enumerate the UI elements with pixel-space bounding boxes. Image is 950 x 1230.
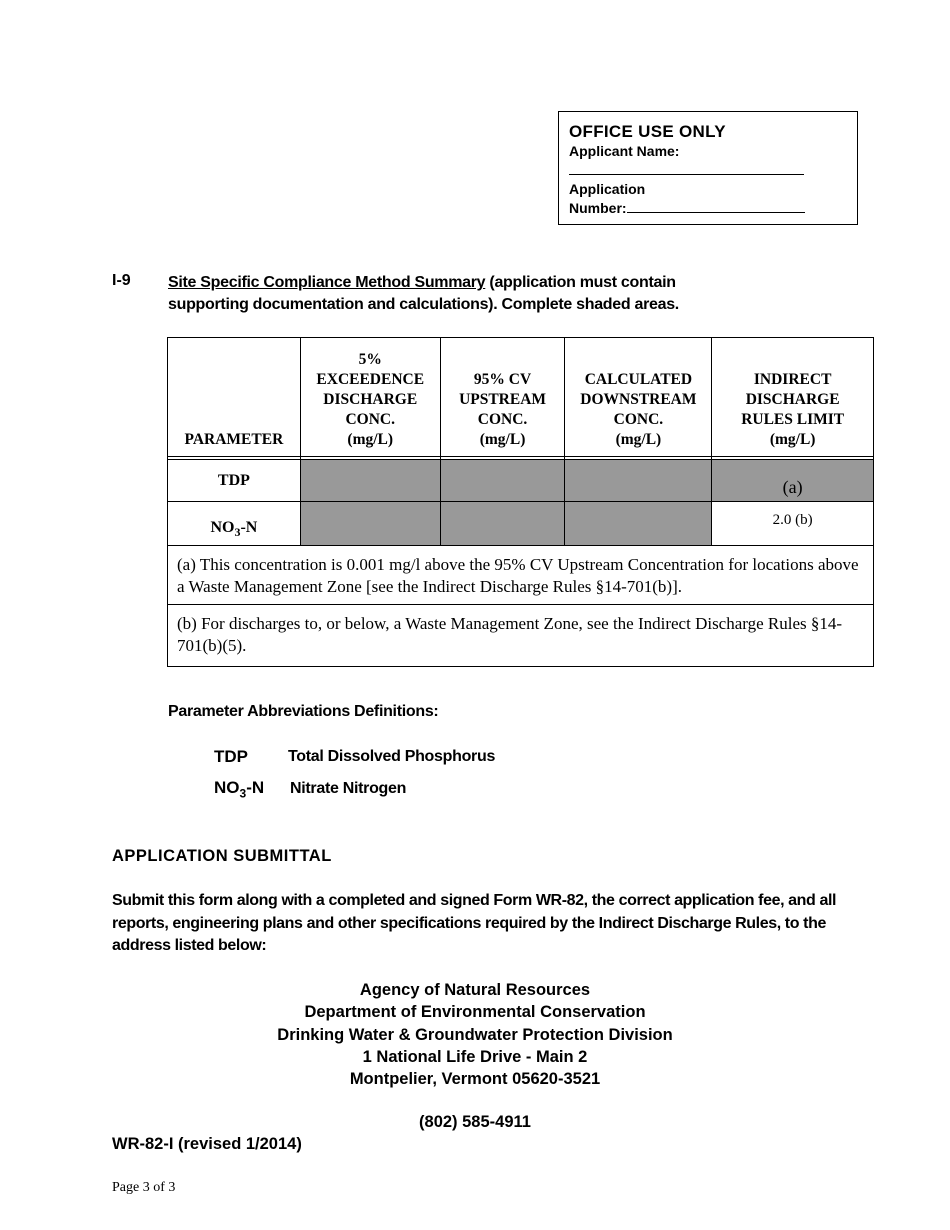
- param-no3n: $NO_3-N$: [168, 502, 301, 546]
- no3n-exceedence-input[interactable]: [300, 502, 440, 546]
- tdp-limit-input[interactable]: (a): [712, 460, 874, 502]
- address-line: 1 National Life Drive - Main 2: [362, 1047, 588, 1066]
- tdp-upstream-input[interactable]: [440, 460, 565, 502]
- applicant-name-label: Applicant Name:: [569, 143, 680, 159]
- office-use-box: [558, 111, 858, 225]
- abbr-def-tdp: Total Dissolved Phosphorus: [288, 748, 496, 765]
- applicant-name-field[interactable]: [569, 161, 857, 180]
- no3n-downstream-input[interactable]: [565, 502, 712, 546]
- note-b: (b) For discharges to, or below, a Waste Management Zone, see the Indirect Discharge Rules §14-701(b)(5).: [168, 605, 874, 667]
- section-instruction-2: supporting documentation and calculations). Complete shaded areas.: [168, 296, 679, 313]
- header-exceedence: 5% EXCEEDENCE DISCHARGE CONC. (mg/L): [300, 338, 440, 457]
- address-line: Department of Environmental Conservation: [304, 1003, 646, 1022]
- table-note-b-row: [168, 605, 874, 667]
- address-line: Agency of Natural Resources: [359, 981, 591, 999]
- header-parameter: PARAMETER: [168, 338, 301, 457]
- abbr-def-no3n: Nitrate Nitrogen: [290, 780, 407, 797]
- abbr-code-no3n: $NO_3-N$: [214, 778, 265, 801]
- address-line: Montpelier, Vermont 05620-3521: [349, 1070, 601, 1089]
- table-row-no3n: [168, 502, 874, 546]
- no3n-limit-value: 2.0 (b): [712, 502, 874, 546]
- application-number-label: Number:: [569, 200, 627, 216]
- header-downstream: CALCULATED DOWNSTREAM CONC. (mg/L): [565, 338, 712, 457]
- application-label: Application: [569, 181, 646, 197]
- tdp-exceedence-input[interactable]: [300, 460, 440, 502]
- abbreviations-heading: Parameter Abbreviations Definitions:: [168, 703, 439, 720]
- application-number-row: [569, 199, 857, 218]
- param-tdp: TDP: [168, 460, 301, 502]
- header-upstream: 95% CV UPSTREAM CONC. (mg/L): [440, 338, 565, 457]
- page-number: Page 3 of 3: [112, 1180, 176, 1195]
- compliance-table: [167, 337, 874, 667]
- submittal-heading: APPLICATION SUBMITTAL: [112, 847, 332, 865]
- office-use-title: OFFICE USE ONLY: [569, 122, 726, 141]
- address-line: Drinking Water & Groundwater Protection Division: [277, 1025, 673, 1044]
- table-header-row: [168, 338, 874, 457]
- section-number: I-9: [112, 272, 131, 289]
- abbr-code-tdp: TDP: [214, 747, 248, 766]
- no3n-upstream-input[interactable]: [440, 502, 565, 546]
- mailing-address: [200, 979, 750, 1090]
- header-rules-limit: INDIRECT DISCHARGE RULES LIMIT (mg/L): [712, 338, 874, 457]
- tdp-downstream-input[interactable]: [565, 460, 712, 502]
- section-instruction-1: (application must contain: [485, 274, 676, 291]
- section-heading: [168, 272, 768, 316]
- phone-number: (802) 585-4911: [419, 1113, 531, 1131]
- submittal-paragraph: Submit this form along with a completed and signed Form WR-82, the correct application fee, and all reports, engineering plans and other specifications required by the Indirect Discharge Rules, to the address listed below:: [112, 892, 837, 954]
- table-note-a-row: [168, 546, 874, 605]
- note-a: (a) This concentration is 0.001 mg/l above the 95% CV Upstream Concentration for locations above a Waste Management Zone [see the Indirect Discharge Rules §14-701(b)].: [168, 546, 874, 605]
- section-title: Site Specific Compliance Method Summary: [168, 274, 486, 291]
- application-number-field[interactable]: [627, 199, 805, 213]
- table-row-tdp: [168, 460, 874, 502]
- form-revision: WR-82-I (revised 1/2014): [112, 1135, 302, 1153]
